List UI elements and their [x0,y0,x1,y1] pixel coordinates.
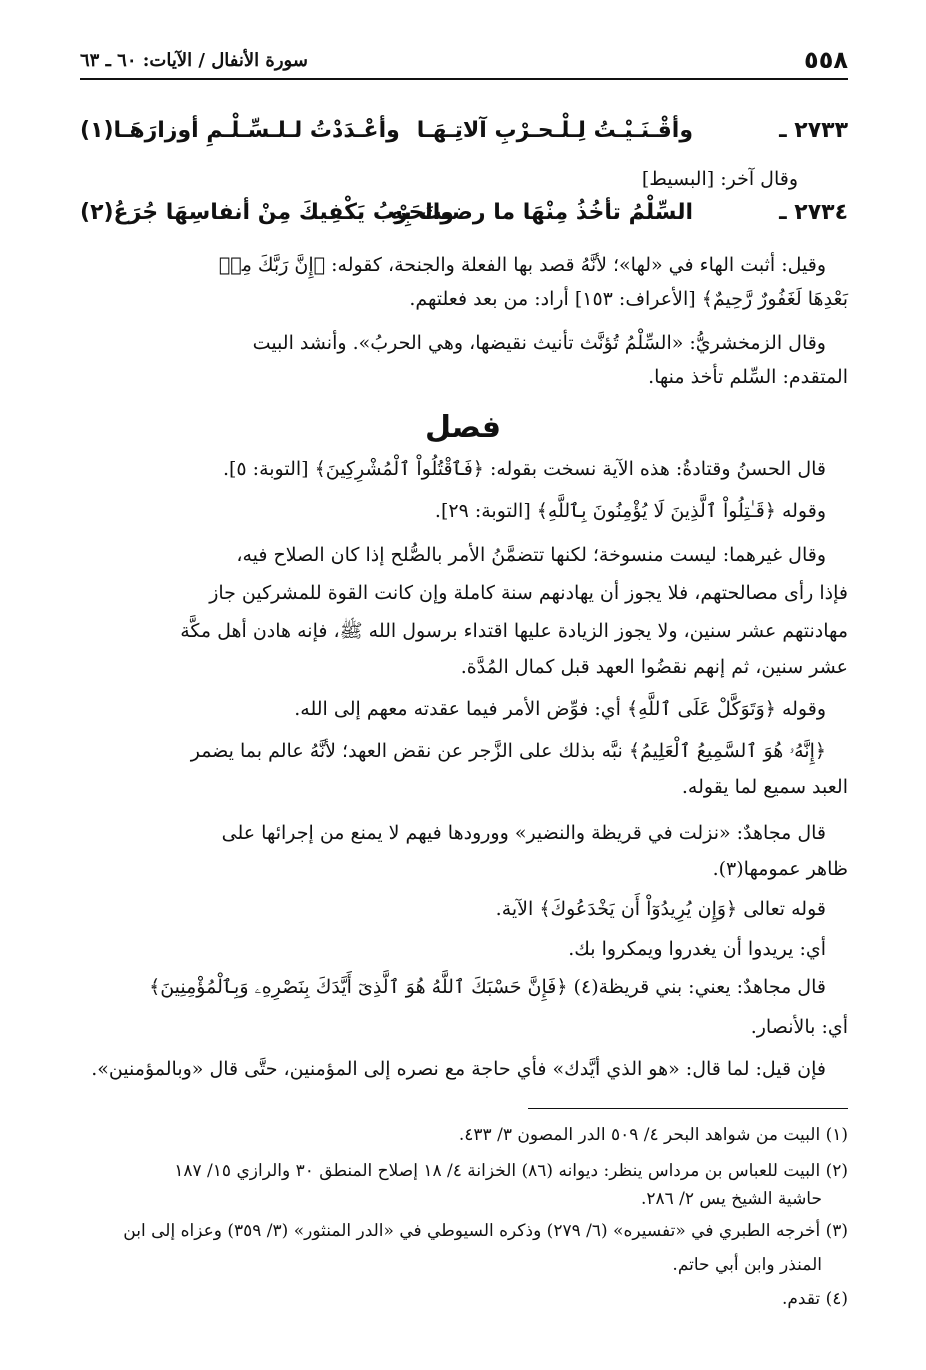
paragraph-line: ظاهر عمومها(٣). [712,858,848,880]
paragraph-line: وقوله ﴿وَتَوَكَّلْ عَلَى ٱللَّهِ﴾ أي: فوِّض الأمر فيما عقدته معهم إلى الله. [294,698,826,720]
page-number: ٥٥٨ [804,46,848,74]
footnote-2-cont: حاشية الشيخ يس ٢/ ٢٨٦. [640,1189,822,1209]
footnote-4: (٤) تقدم. [781,1289,848,1309]
header-rule [80,78,848,80]
paragraph-line: بَعْدِهَا لَغَفُورٌ رَّحِيمٌ﴾ [الأعراف: ١٥٣] أراد: من بعد فعلتهم. [409,288,848,310]
paragraph-line: عشر سنين، ثم إنهم نقضُوا العهد قبل كمال المُدَّة. [460,656,848,678]
verse-number: ٢٧٣٣ ـ [779,118,848,143]
page-header [80,46,848,80]
footnote-rule [528,1108,848,1109]
paragraph-line: قال مجاهدٌ: يعني: بني قريظة(٤) ﴿فَإِنَّ حَسْبَكَ ٱللَّهُ هُوَ ٱلَّذِىٓ أَيَّدَكَ بِنَصْرِهِۦ وَبِٱلْمُؤْمِنِينَ﴾ [149,976,826,998]
paragraph-line: وقال غيرهما: ليست منسوخة؛ لكنها تتضمَّنُ الأمر بالصُّلح إذا كان الصلاح فيه، [236,544,826,566]
paragraph-line: العبد سميع لما يقوله. [681,776,848,798]
footnote-1: (١) البيت من شواهد البحر ٤/ ٥٠٩ الدر المصون ٣/ ٤٣٣. [458,1125,848,1145]
running-title: سورة الأنفال / الآيات: ٦٠ ـ ٦٣ [80,50,308,71]
paragraph-line: وقيل: أثبت الهاء في «لها»؛ لأنَّهُ قصد بها الفعلة والجنحة، كقوله: ﴿إِنَّ رَبَّكَ مِنۢ [218,254,826,276]
paragraph-line: وقال الزمخشريُّ: «السِّلْمُ تُؤنَّث تأنيث نقيضها، وهي الحربُ». وأنشد البيت [252,332,826,354]
footnote-3-cont: المنذر وابن أبي حاتم. [672,1255,822,1275]
paragraph-line: مهادنتهم عشر سنين، ولا يجوز الزيادة عليها اقتداء برسول الله ﷺ، فإنه هادن أهل مكَّة [180,620,848,642]
section-heading: فصل [425,410,501,445]
other-poet-line: وقال آخر: [البسيط] [641,168,798,190]
paragraph-line: فإن قيل: لما قال: «هو الذي أيَّدك» فأي حاجة مع نصره إلى المؤمنين، حتَّى قال «وبالمؤمنين». [91,1058,826,1080]
paragraph-line: أي: يريدوا أن يغدروا ويمكروا بك. [568,938,826,960]
paragraph-line: أي: بالأنصار. [750,1016,848,1038]
paragraph-line: قال مجاهدٌ: «نزلت في قريظة والنضير» وورودها فيهم لا يمنع من إجرائها على [221,822,826,844]
verse-hemistich-first: السِّلْمُ تأخُذُ مِنْهَا ما رضيتَ بِهِ [390,200,693,225]
paragraph-line: وقوله ﴿قَـٰتِلُواْ ٱلَّذِينَ لَا يُؤْمِنُونَ بِٱللَّهِ﴾ [التوبة: ٢٩]. [434,500,826,522]
paragraph-line: ﴿إِنَّهُۥ هُوَ ٱلسَّمِيعُ ٱلْعَلِيمُ﴾ نبَّه بذلك على الزَّجر عن نقض العهد؛ لأنَّهُ عالم بما يضمر [190,740,826,762]
verse-hemistich-second: وأعْـدَدْتُ لـلـسِّـلْـمِ أوزارَهَـا(١) [80,118,400,143]
footnote-2: (٢) البيت للعباس بن مرداس ينظر: ديوانه (٨٦) الخزانة ٤/ ١٨ إصلاح المنطق ٣٠ والرازي ١٥/ ١٨٧ [174,1161,848,1181]
verse-hemistich-second: والحَرْبُ يَكْفِيكَ مِنْ أنفاسِهَا جُرَعُ(٢) [80,200,454,225]
verse-number: ٢٧٣٤ ـ [779,200,848,225]
paragraph-line: فإذا رأى مصالحتهم، فلا يجوز أن يهادنهم سنة كاملة وإن كانت القوة للمشركين جاز [209,582,848,604]
paragraph-line: قوله تعالى ﴿وَإِن يُرِيدُوٓاْ أَن يَخْدَعُوكَ﴾ الآية. [495,898,826,920]
footnote-3: (٣) أخرجه الطبري في «تفسيره» (٦/ ٢٧٩) وذكره السيوطي في «الدر المنثور» (٣/ ٣٥٩) وعزاه إلى ابن [123,1221,848,1241]
verse-hemistich-first: وأقْـنَـيْـتُ لِـلْـحـرْبِ آلاتِـهَـا [416,118,693,143]
paragraph-line: قال الحسنُ وقتادةُ: هذه الآية نسخت بقوله: ﴿فَٱقْتُلُواْ ٱلْمُشْرِكِينَ﴾ [التوبة: ٥]. [222,458,826,480]
paragraph-line: المتقدم: السِّلم تأخذ منها. [648,366,848,388]
